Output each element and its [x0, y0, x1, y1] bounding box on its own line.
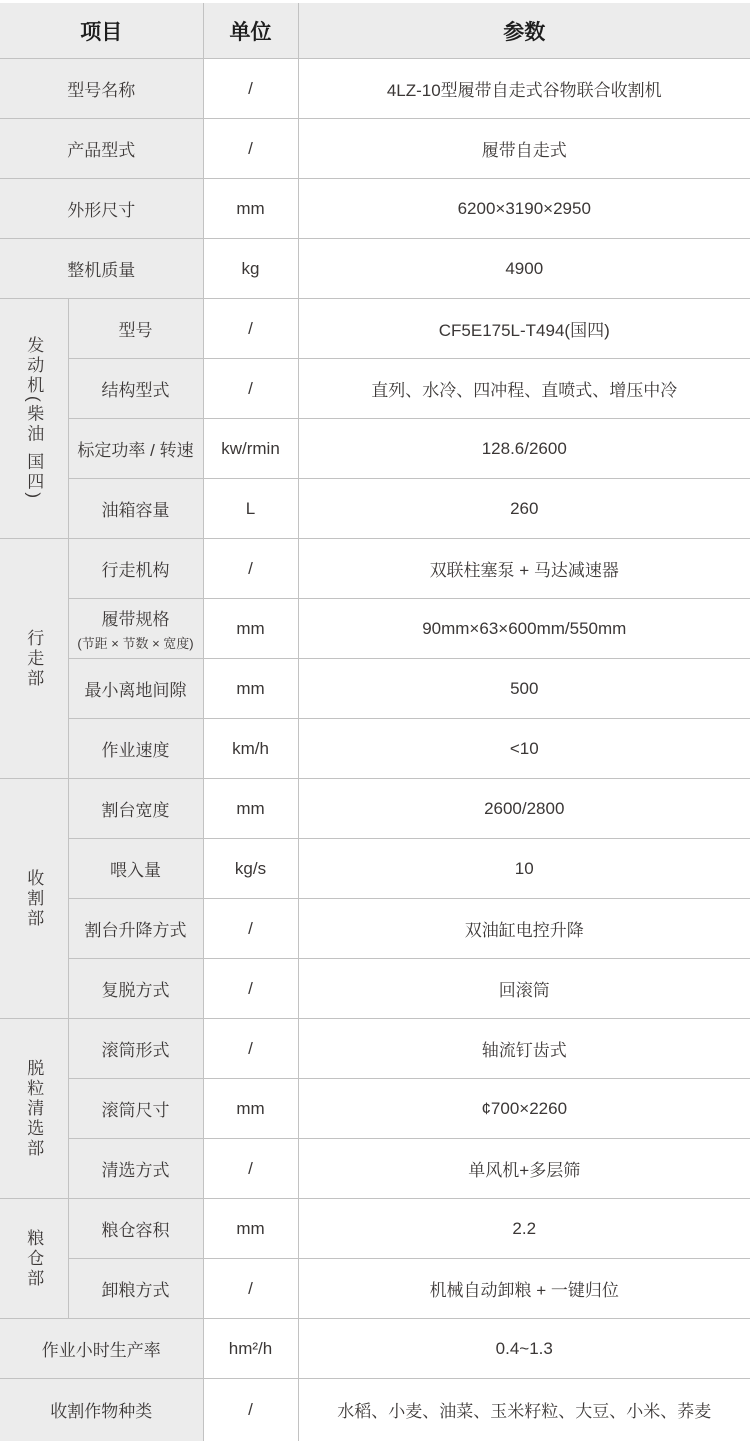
- spec-row: [0, 1379, 750, 1441]
- param-cell: <10: [298, 719, 750, 779]
- spec-row: [0, 839, 750, 899]
- spec-row: [0, 1079, 750, 1139]
- item-label: 履带规格: [101, 610, 170, 629]
- header-item: 项目: [0, 3, 203, 59]
- section-cell-threshing: 脱粒清选部: [0, 1019, 68, 1199]
- spec-row: [0, 779, 750, 839]
- spec-table: [0, 3, 750, 1441]
- unit-cell: mm: [203, 1199, 298, 1259]
- unit-cell: kg/s: [203, 839, 298, 899]
- spec-row: [0, 359, 750, 419]
- param-cell: 机械自动卸粮 + 一键归位: [298, 1259, 750, 1319]
- unit-cell: /: [203, 299, 298, 359]
- param-cell: 2600/2800: [298, 779, 750, 839]
- section-cell-chassis: 行走部: [0, 539, 68, 779]
- unit-cell: hm²/h: [203, 1319, 298, 1379]
- unit-cell: mm: [203, 599, 298, 659]
- item-cell: 收割作物种类: [0, 1379, 203, 1441]
- header-unit: 单位: [203, 3, 298, 59]
- unit-cell: /: [203, 1259, 298, 1319]
- spec-row: [0, 1199, 750, 1259]
- spec-row: [0, 899, 750, 959]
- item-cell: 作业速度: [68, 719, 203, 779]
- section-cell-header-unit: 收割部: [0, 779, 68, 1019]
- header-param: 参数: [298, 3, 750, 59]
- spec-row: [0, 1019, 750, 1079]
- unit-cell: /: [203, 359, 298, 419]
- item-cell: 滚筒尺寸: [68, 1079, 203, 1139]
- param-cell: 260: [298, 479, 750, 539]
- unit-cell: /: [203, 1139, 298, 1199]
- item-cell: 油箱容量: [68, 479, 203, 539]
- param-cell: 水稻、小麦、油菜、玉米籽粒、大豆、小米、荞麦: [298, 1379, 750, 1441]
- param-cell: 4LZ-10型履带自走式谷物联合收割机: [298, 59, 750, 119]
- unit-cell: /: [203, 119, 298, 179]
- unit-cell: /: [203, 59, 298, 119]
- item-cell: 型号: [68, 299, 203, 359]
- param-cell: 双联柱塞泵 + 马达减速器: [298, 539, 750, 599]
- spec-row: [0, 59, 750, 119]
- spec-row: [0, 599, 750, 659]
- item-cell: 清选方式: [68, 1139, 203, 1199]
- item-cell: 产品型式: [0, 119, 203, 179]
- item-cell: 行走机构: [68, 539, 203, 599]
- item-cell: 复脱方式: [68, 959, 203, 1019]
- item-cell: 滚筒形式: [68, 1019, 203, 1079]
- param-cell: 2.2: [298, 1199, 750, 1259]
- param-cell: 0.4~1.3: [298, 1319, 750, 1379]
- item-cell: 割台宽度: [68, 779, 203, 839]
- unit-cell: km/h: [203, 719, 298, 779]
- unit-cell: mm: [203, 1079, 298, 1139]
- param-cell: 直列、水冷、四冲程、直喷式、增压中冷: [298, 359, 750, 419]
- param-cell: 履带自走式: [298, 119, 750, 179]
- param-cell: 轴流钉齿式: [298, 1019, 750, 1079]
- item-cell: [68, 599, 203, 659]
- param-cell: 90mm×63×600mm/550mm: [298, 599, 750, 659]
- param-cell: 单风机+多层筛: [298, 1139, 750, 1199]
- param-cell: 128.6/2600: [298, 419, 750, 479]
- unit-cell: /: [203, 1019, 298, 1079]
- param-cell: 500: [298, 659, 750, 719]
- spec-row: [0, 299, 750, 359]
- item-cell: 割台升降方式: [68, 899, 203, 959]
- param-cell: CF5E175L-T494(国四): [298, 299, 750, 359]
- unit-cell: /: [203, 959, 298, 1019]
- header-row: [0, 3, 750, 59]
- unit-cell: /: [203, 539, 298, 599]
- spec-row: [0, 179, 750, 239]
- spec-row: [0, 659, 750, 719]
- param-cell: ¢700×2260: [298, 1079, 750, 1139]
- spec-row: [0, 239, 750, 299]
- spec-row: [0, 959, 750, 1019]
- spec-row: [0, 119, 750, 179]
- item-cell: 粮仓容积: [68, 1199, 203, 1259]
- param-cell: 回滚筒: [298, 959, 750, 1019]
- item-cell: 外形尺寸: [0, 179, 203, 239]
- spec-row: [0, 719, 750, 779]
- unit-cell: L: [203, 479, 298, 539]
- item-cell: 卸粮方式: [68, 1259, 203, 1319]
- spec-row: [0, 479, 750, 539]
- unit-cell: mm: [203, 179, 298, 239]
- item-cell: 结构型式: [68, 359, 203, 419]
- item-sublabel: (节距 × 节数 × 宽度): [77, 636, 194, 651]
- item-cell: 作业小时生产率: [0, 1319, 203, 1379]
- spec-row: [0, 1259, 750, 1319]
- section-cell-grain-tank: 粮仓部: [0, 1199, 68, 1319]
- unit-cell: mm: [203, 779, 298, 839]
- item-cell: 标定功率 / 转速: [68, 419, 203, 479]
- param-cell: 双油缸电控升降: [298, 899, 750, 959]
- item-cell: 喂入量: [68, 839, 203, 899]
- spec-row: [0, 539, 750, 599]
- unit-cell: /: [203, 899, 298, 959]
- section-cell-engine: 发动机(柴油 国四): [0, 299, 68, 539]
- item-cell: 整机质量: [0, 239, 203, 299]
- spec-row: [0, 1319, 750, 1379]
- param-cell: 6200×3190×2950: [298, 179, 750, 239]
- unit-cell: /: [203, 1379, 298, 1441]
- param-cell: 4900: [298, 239, 750, 299]
- item-cell: 最小离地间隙: [68, 659, 203, 719]
- param-cell: 10: [298, 839, 750, 899]
- unit-cell: mm: [203, 659, 298, 719]
- unit-cell: kg: [203, 239, 298, 299]
- spec-row: [0, 1139, 750, 1199]
- spec-row: [0, 419, 750, 479]
- item-cell: 型号名称: [0, 59, 203, 119]
- unit-cell: kw/rmin: [203, 419, 298, 479]
